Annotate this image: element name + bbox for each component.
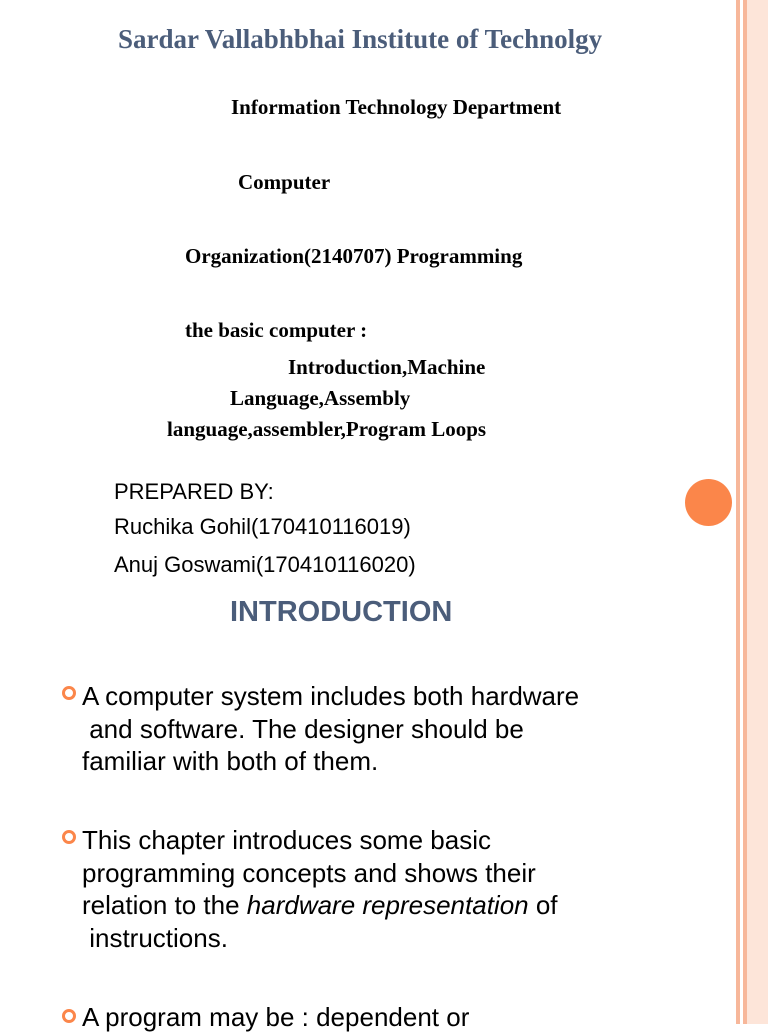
course-title-line: the basic computer : <box>185 318 368 342</box>
bullet-line: programming concepts and shows their <box>82 857 536 888</box>
bullet-line: A program may be : dependent or <box>82 1002 470 1032</box>
bullet-line: This chapter introduces some basic <box>82 825 491 855</box>
author-name: Anuj Goswami(170410116020) <box>114 552 416 577</box>
bullet-circle-icon <box>62 1009 76 1023</box>
course-title-line: Organization(2140707) Programming <box>185 244 523 268</box>
bullet-line: instructions. <box>82 922 228 953</box>
bullet-line: and software. The designer should be <box>82 713 524 744</box>
author-name: Ruchika Gohil(170410116019) <box>114 514 411 539</box>
orange-circle-decoration <box>685 479 732 526</box>
bullet-circle-icon <box>62 830 76 844</box>
bullet-text-fragment: relation to the <box>82 890 247 920</box>
course-title-line: Language,Assembly <box>230 386 411 410</box>
bullet-point <box>82 680 579 778</box>
bullet-line: A computer system includes both hardware <box>82 681 580 711</box>
prepared-by-label: PREPARED BY: <box>114 479 274 504</box>
bullet-point <box>82 824 558 954</box>
bullet-circle-icon <box>62 686 76 700</box>
bullet-text-fragment: of <box>528 890 558 920</box>
institute-title: Sardar Vallabhbhai Institute of Technolgy <box>118 24 603 54</box>
bullet-line: familiar with both of them. <box>82 746 379 776</box>
course-title-line: Computer <box>238 170 331 194</box>
bullet-point <box>82 1001 469 1034</box>
border-band <box>747 0 768 1024</box>
slide-title: INTRODUCTION <box>230 596 453 628</box>
course-title-line: language,assembler,Program Loops <box>167 417 487 441</box>
bullet-line <box>82 889 558 922</box>
emphasized-term: hardware representation <box>246 890 529 920</box>
course-title-line: Introduction,Machine <box>288 355 486 379</box>
department-name: Information Technology Department <box>231 95 562 119</box>
